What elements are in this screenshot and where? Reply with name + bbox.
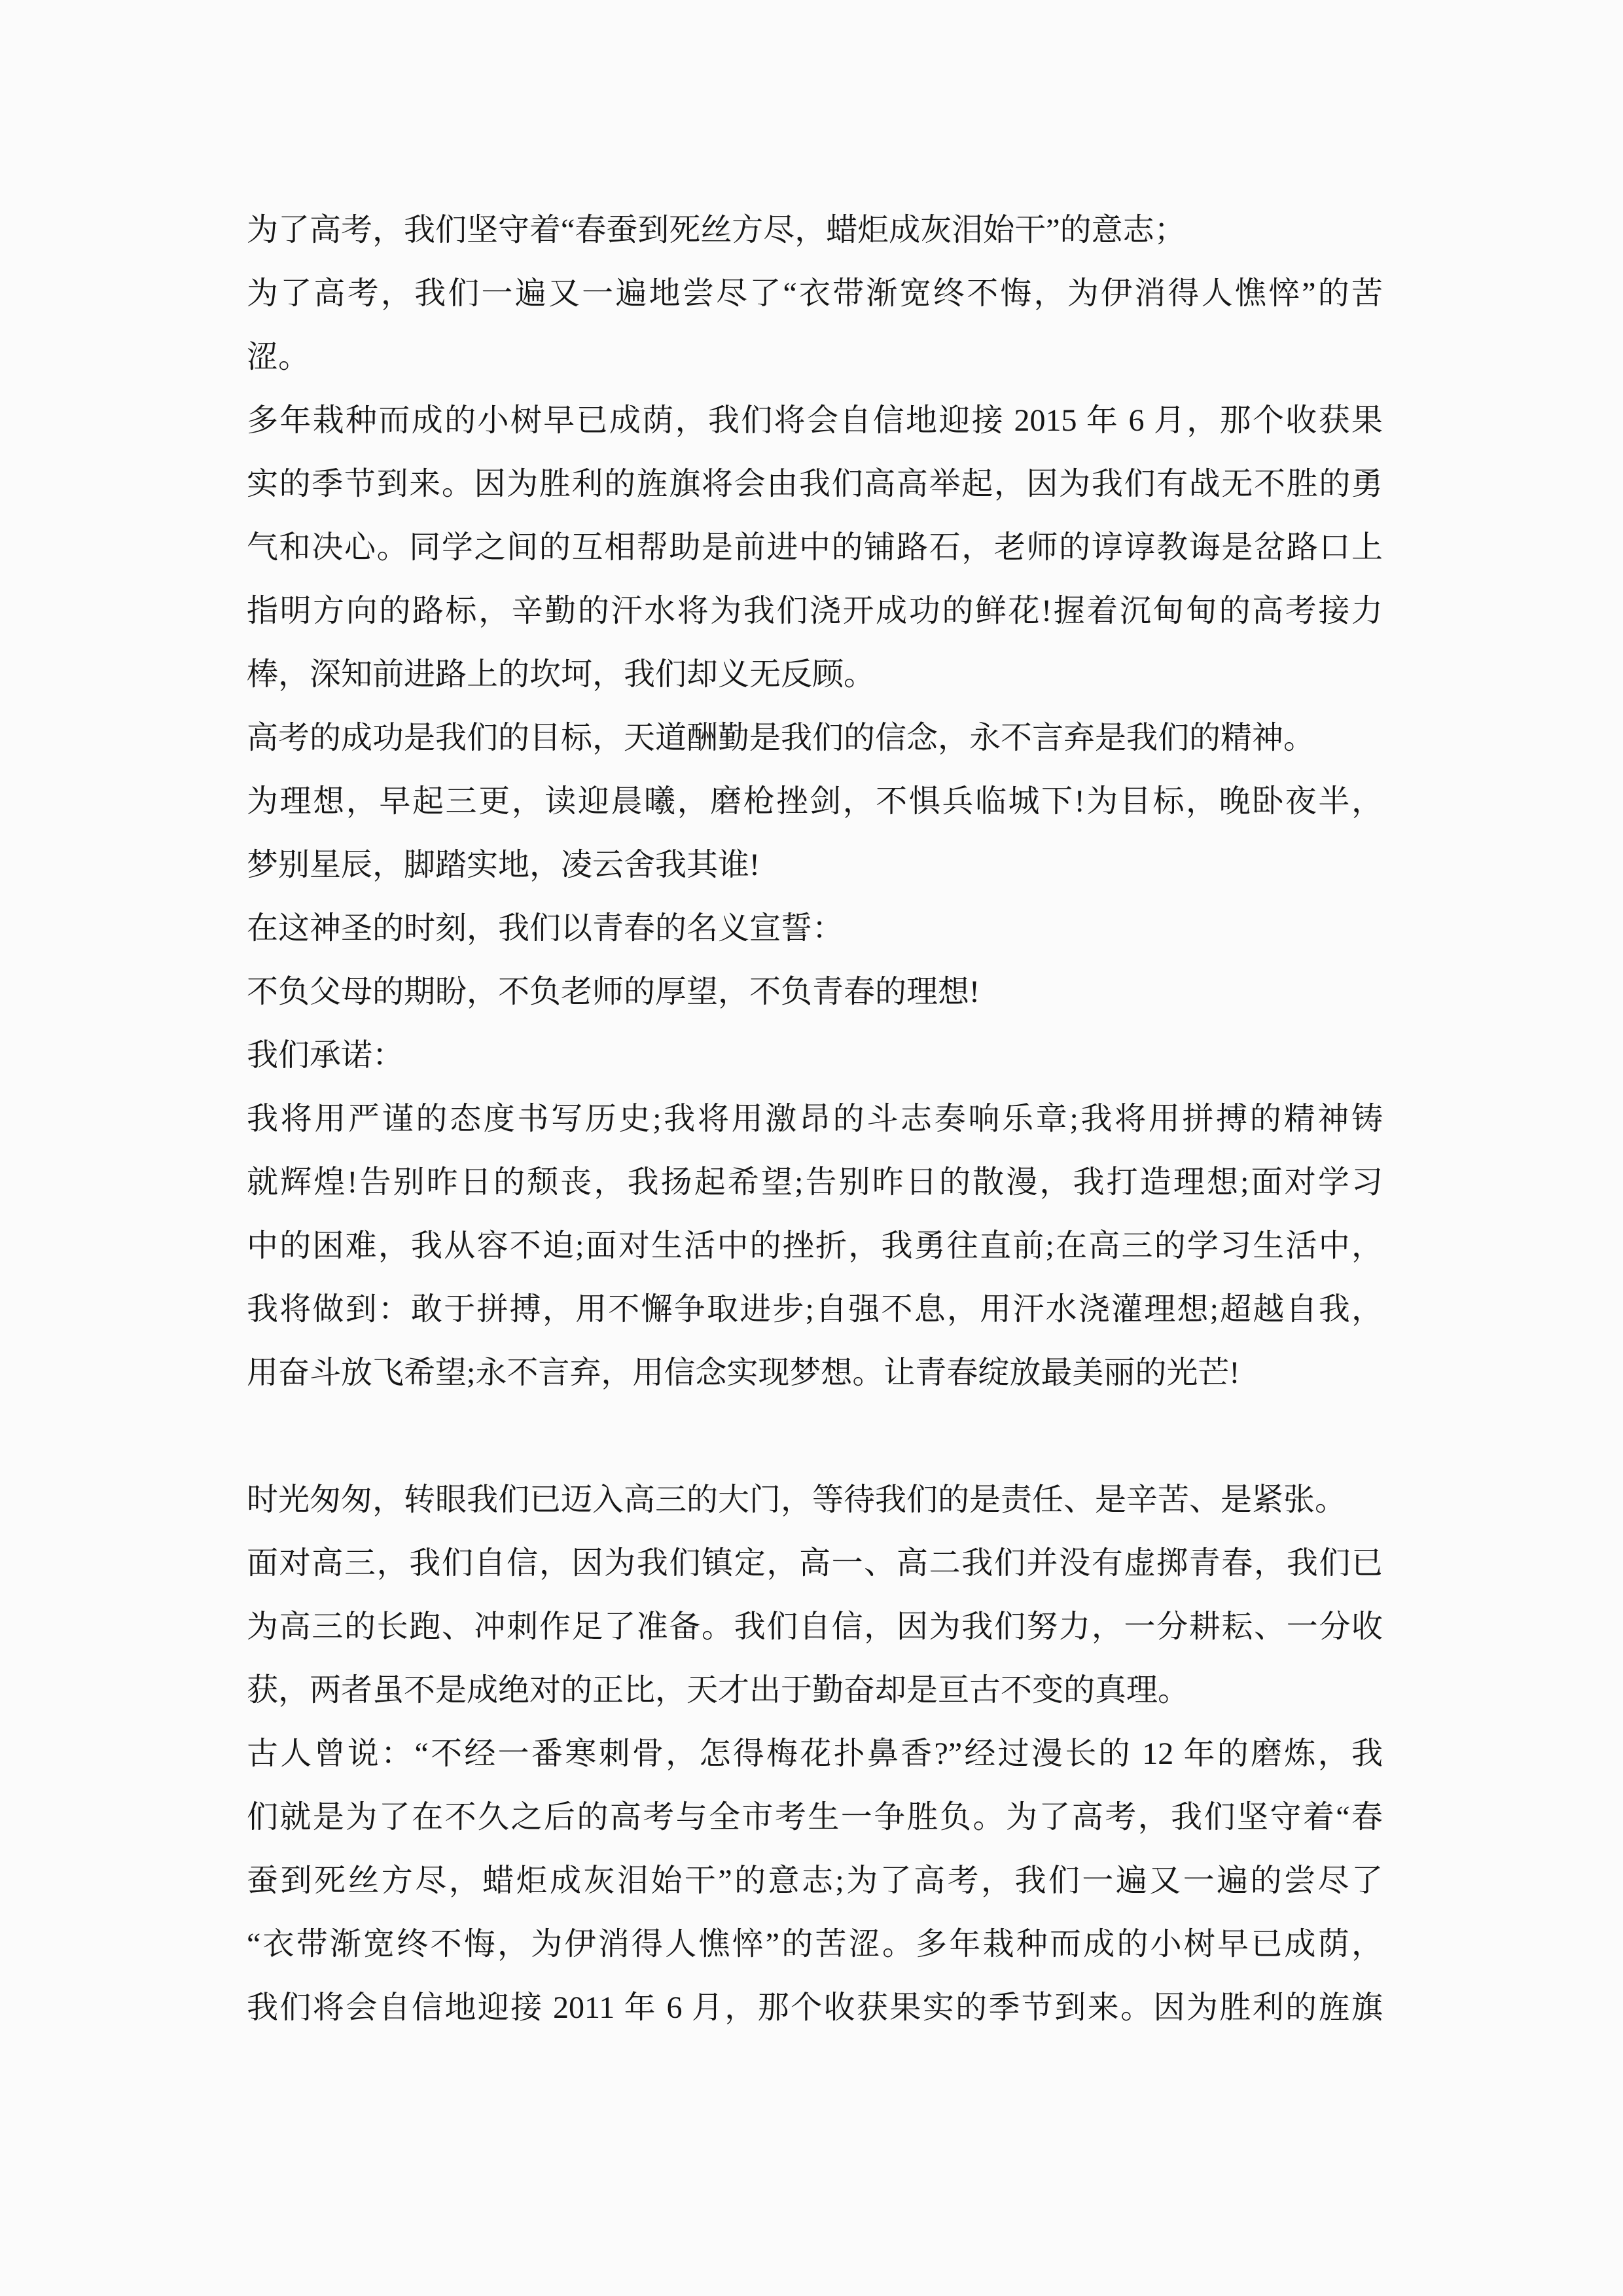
text-line: 面对高三，我们自信，因为我们镇定，高一、高二我们并没有虚掷青春，我们已 [247, 1546, 1383, 1581]
text-line: 指明方向的路标，辛勤的汗水将为我们浇开成功的鲜花!握着沉甸甸的高考接力 [247, 594, 1383, 628]
text-line: 用奋斗放飞希望;永不言弃，用信念实现梦想。让青春绽放最美丽的光芒! [247, 1355, 1240, 1390]
text-line: “衣带渐宽终不悔，为伊消得人憔悴”的苦涩。多年栽种而成的小树早已成荫， [247, 1927, 1383, 1962]
text-line: 们就是为了在不久之后的高考与全市考生一争胜负。为了高考，我们坚守着“春 [247, 1800, 1383, 1835]
text-line: 古人曾说：“不经一番寒刺骨，怎得梅花扑鼻香?”经过漫长的 12 年的磨炼，我 [247, 1736, 1383, 1771]
text-line: 棒，深知前进路上的坎坷，我们却义无反顾。 [247, 657, 876, 692]
text-line: 梦别星辰，脚踏实地，凌云舍我其谁! [247, 848, 760, 882]
blank-line [247, 1405, 1383, 1468]
text-line: 获，两者虽不是成绝对的正比，天才出于勤奋却是亘古不变的真理。 [247, 1673, 1190, 1708]
text-line: 我们承诺： [247, 1038, 404, 1073]
text-line: 时光匆匆，转眼我们已迈入高三的大门，等待我们的是责任、是辛苦、是紧张。 [247, 1482, 1347, 1517]
text-line: 多年栽种而成的小树早已成荫，我们将会自信地迎接 2015 年 6 月，那个收获果 [247, 403, 1383, 438]
text-line: 不负父母的期盼，不负老师的厚望，不负青春的理想! [247, 975, 980, 1009]
text-line: 实的季节到来。因为胜利的旌旗将会由我们高高举起，因为我们有战无不胜的勇 [247, 467, 1383, 501]
text-line: 蚕到死丝方尽，蜡炬成灰泪始干”的意志;为了高考，我们一遍又一遍的尝尽了 [247, 1863, 1383, 1898]
text-line: 为高三的长跑、冲刺作足了准备。我们自信，因为我们努力，一分耕耘、一分收 [247, 1609, 1383, 1644]
text-line: 气和决心。同学之间的互相帮助是前进中的铺路石，老师的谆谆教诲是岔路口上 [247, 530, 1383, 565]
text-line: 高考的成功是我们的目标，天道酬勤是我们的信念，永不言弃是我们的精神。 [247, 721, 1315, 755]
text-line: 我将做到：敢于拼搏，用不懈争取进步;自强不息，用汗水浇灌理想;超越自我， [247, 1292, 1383, 1327]
text-line: 为了高考，我们一遍又一遍地尝尽了“衣带渐宽终不悔，为伊消得人憔悴”的苦 [247, 276, 1383, 311]
text-line: 我将用严谨的态度书写历史;我将用激昂的斗志奏响乐章;我将用拼搏的精神铸 [247, 1102, 1383, 1136]
text-line: 中的困难，我从容不迫;面对生活中的挫折，我勇往直前;在高三的学习生活中， [247, 1229, 1383, 1263]
text-line: 在这神圣的时刻，我们以青春的名义宣誓： [247, 911, 844, 946]
text-line: 为理想，早起三更，读迎晨曦，磨枪挫剑，不惧兵临城下!为目标，晚卧夜半， [247, 784, 1383, 819]
text-line: 涩。 [247, 340, 310, 374]
document-text-block [247, 198, 1383, 2039]
text-line: 我们将会自信地迎接 2011 年 6 月，那个收获果实的季节到来。因为胜利的旌旗 [247, 1990, 1383, 2025]
text-line: 就辉煌!告别昨日的颓丧，我扬起希望;告别昨日的散漫，我打造理想;面对学习 [247, 1165, 1383, 1200]
text-line: 为了高考，我们坚守着“春蚕到死丝方尽，蜡炬成灰泪始干”的意志； [247, 213, 1186, 247]
